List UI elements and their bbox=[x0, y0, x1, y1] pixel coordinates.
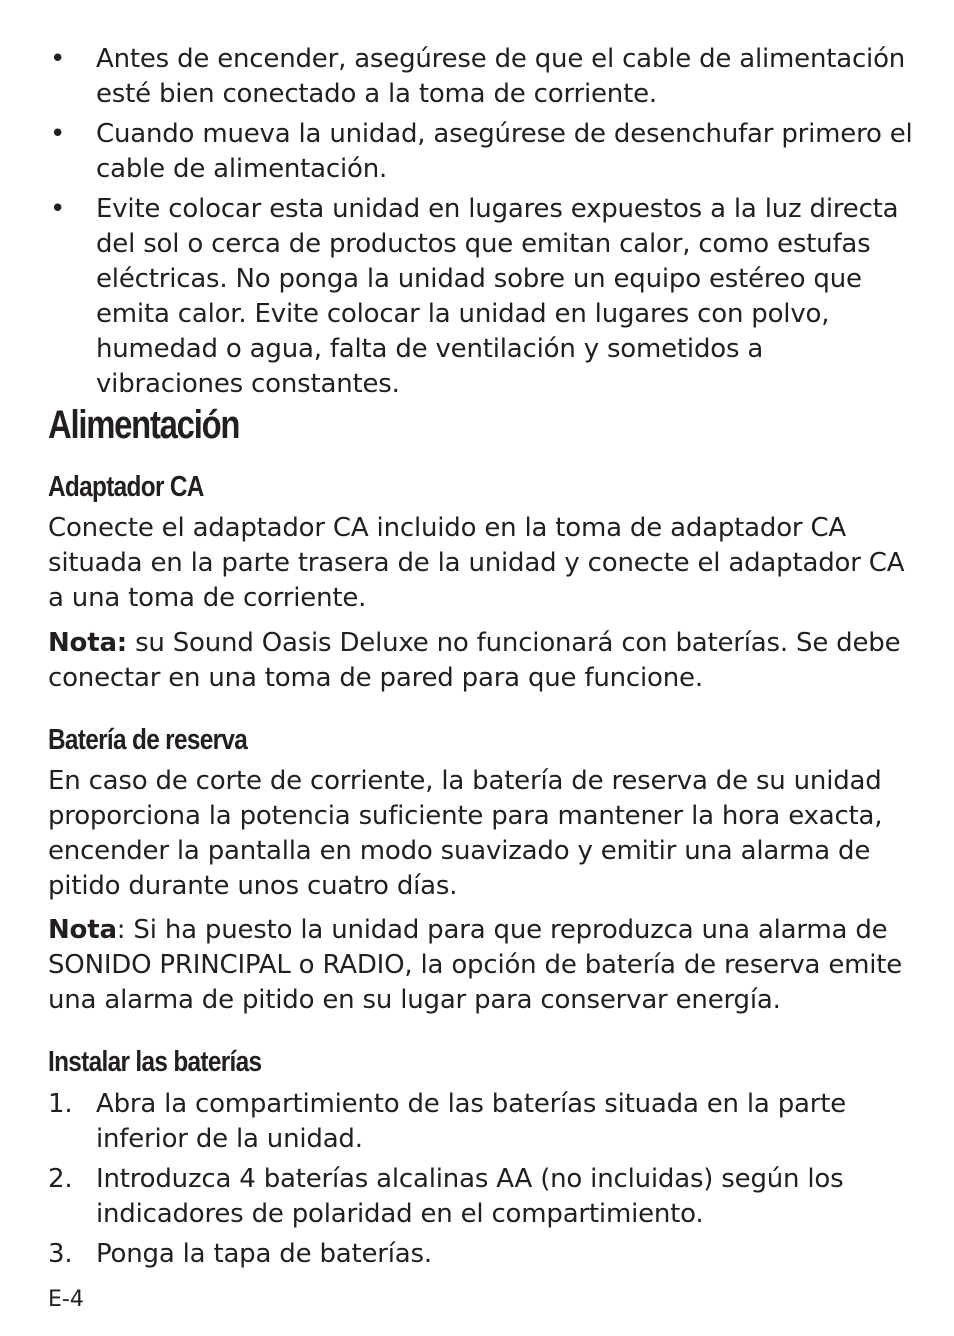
list-item bbox=[48, 42, 918, 112]
list-item-text: Antes de encender, asegúrese de que el cable de alimentación esté bien conectado a la toma de corriente. bbox=[96, 44, 906, 109]
note-text: su Sound Oasis Deluxe no funcionará con baterías. Se debe conectar en una toma de pared para que funcione. bbox=[48, 628, 901, 693]
list-item bbox=[48, 1162, 918, 1232]
adapter-body: Conecte el adaptador CA incluido en la toma de adaptador CA situada en la parte trasera de la unidad y conecte el adaptador CA a una toma de corriente. bbox=[48, 513, 905, 613]
page-number: E-4 bbox=[48, 1287, 84, 1312]
bullet-mark: • bbox=[50, 194, 66, 224]
list-item-text: Introduzca 4 baterías alcalinas AA (no incluidas) según los indicadores de polaridad en el compartimiento. bbox=[96, 1164, 844, 1229]
backup-heading: Batería de reserva bbox=[48, 724, 248, 756]
note-text: : Si ha puesto la unidad para que reproduzca una alarma de SONIDO PRINCIPAL o RADIO, la opción de batería de reserva emite una alarma de pitido en su lugar para conservar energía. bbox=[48, 915, 903, 1015]
adapter-heading: Adaptador CA bbox=[48, 471, 204, 503]
bullet-mark: • bbox=[50, 44, 66, 74]
section-title: Alimentación bbox=[48, 403, 240, 447]
list-item bbox=[48, 1087, 918, 1157]
install-steps-list bbox=[48, 1087, 918, 1277]
adapter-note bbox=[48, 626, 908, 696]
list-item-text: Evite colocar esta unidad en lugares expuestos a la luz directa del sol o cerca de productos que emitan calor, como estufas eléctricas. No ponga la unidad sobre un equipo estéreo que emita calor. Evite colocar la unidad en lugares con polvo, humedad o agua, falta de ventilación y sometidos a vibraciones constantes. bbox=[96, 194, 899, 399]
step-number: 2. bbox=[48, 1164, 73, 1194]
list-item-text: Cuando mueva la unidad, asegúrese de desenchufar primero el cable de alimentación. bbox=[96, 119, 913, 184]
note-label: Nota: bbox=[48, 628, 127, 658]
list-item bbox=[48, 1237, 918, 1272]
step-number: 3. bbox=[48, 1239, 73, 1269]
note-label: Nota bbox=[48, 915, 117, 945]
list-item-text: Ponga la tapa de baterías. bbox=[96, 1239, 432, 1269]
install-heading: Instalar las baterías bbox=[48, 1046, 262, 1078]
precautions-list bbox=[48, 42, 918, 407]
list-item bbox=[48, 117, 918, 187]
backup-note bbox=[48, 913, 908, 1018]
backup-body: En caso de corte de corriente, la batería de reserva de su unidad proporciona la potencia suficiente para mantener la hora exacta, encender la pantalla en modo suavizado y emitir una alarma de pitido durante unos cuatro días. bbox=[48, 766, 883, 901]
list-item bbox=[48, 192, 918, 402]
list-item-text: Abra la compartimiento de las baterías situada en la parte inferior de la unidad. bbox=[96, 1089, 847, 1154]
step-number: 1. bbox=[48, 1089, 73, 1119]
bullet-mark: • bbox=[50, 119, 66, 149]
